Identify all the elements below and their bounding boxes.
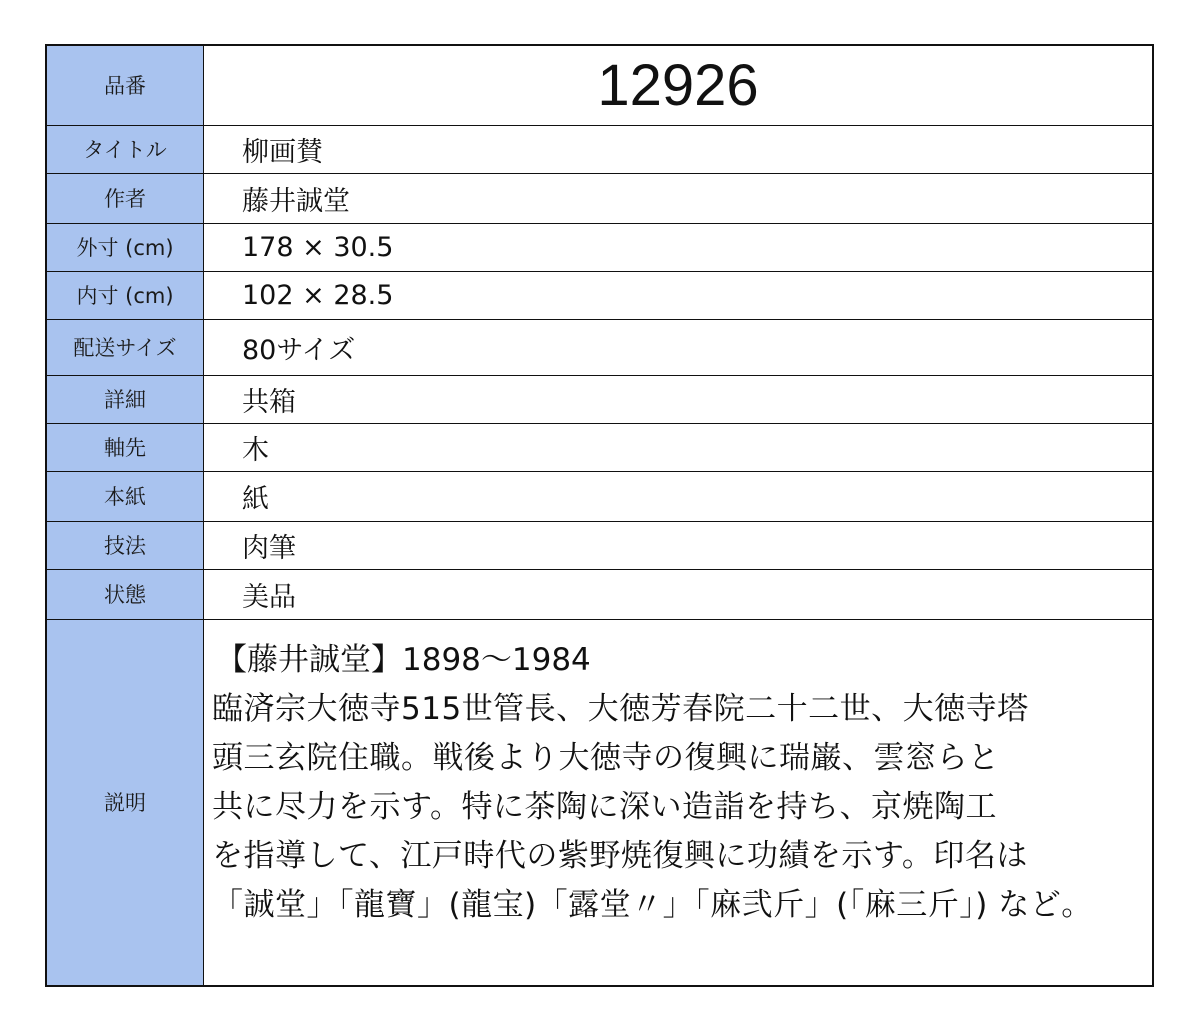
description-line: 「誠堂」「龍寶」(龍宝)「露堂〃」「麻弐斤」(「麻三斤」) など。	[212, 886, 1093, 923]
inner-size-value: 102 × 28.5	[204, 271, 1154, 319]
row-label-roller-end: 軸先	[46, 423, 204, 471]
row-label-author: 作者	[46, 173, 204, 223]
description-line: 頭三玄院住職。戦後より大徳寺の復興に瑞巌、雲窓らと	[212, 739, 1000, 776]
roller-end-value: 木	[204, 423, 1154, 471]
table-row	[46, 521, 1153, 569]
description-value	[204, 619, 1154, 986]
row-label-shipping-size: 配送サイズ	[46, 319, 204, 375]
table-row	[46, 223, 1153, 271]
row-label-outer-size: 外寸 (cm)	[46, 223, 204, 271]
row-label-base-material: 本紙	[46, 471, 204, 521]
table-row	[46, 569, 1153, 619]
row-label-title: タイトル	[46, 125, 204, 173]
row-label-item-number: 品番	[46, 45, 204, 125]
technique-value: 肉筆	[204, 521, 1154, 569]
table-row	[46, 375, 1153, 423]
details-value: 共箱	[204, 375, 1154, 423]
table-row	[46, 125, 1153, 173]
table-row	[46, 45, 1153, 125]
table-row	[46, 423, 1153, 471]
description-line: 共に尽力を示す。特に茶陶に深い造詣を持ち、京焼陶工	[212, 788, 998, 825]
outer-size-value: 178 × 30.5	[204, 223, 1154, 271]
title-value: 柳画賛	[204, 125, 1154, 173]
description-heading: 【藤井誠堂】1898〜1984	[216, 641, 591, 678]
description-line: を指導して、江戸時代の紫野焼復興に功績を示す。印名は	[212, 837, 1028, 874]
item-spec-table	[45, 44, 1154, 987]
shipping-size-value: 80サイズ	[204, 319, 1154, 375]
table-row	[46, 319, 1153, 375]
table-row	[46, 471, 1153, 521]
base-material-value: 紙	[204, 471, 1154, 521]
row-label-inner-size: 内寸 (cm)	[46, 271, 204, 319]
table-row	[46, 619, 1153, 986]
row-label-condition: 状態	[46, 569, 204, 619]
row-label-details: 詳細	[46, 375, 204, 423]
condition-value: 美品	[204, 569, 1154, 619]
item-number-value: 12926	[204, 45, 1154, 125]
table-row	[46, 173, 1153, 223]
row-label-technique: 技法	[46, 521, 204, 569]
description-line: 臨済宗大徳寺515世管長、大徳芳春院二十二世、大徳寺塔	[212, 690, 1029, 727]
author-value: 藤井誠堂	[204, 173, 1154, 223]
table-row	[46, 271, 1153, 319]
row-label-description: 説明	[46, 619, 204, 986]
